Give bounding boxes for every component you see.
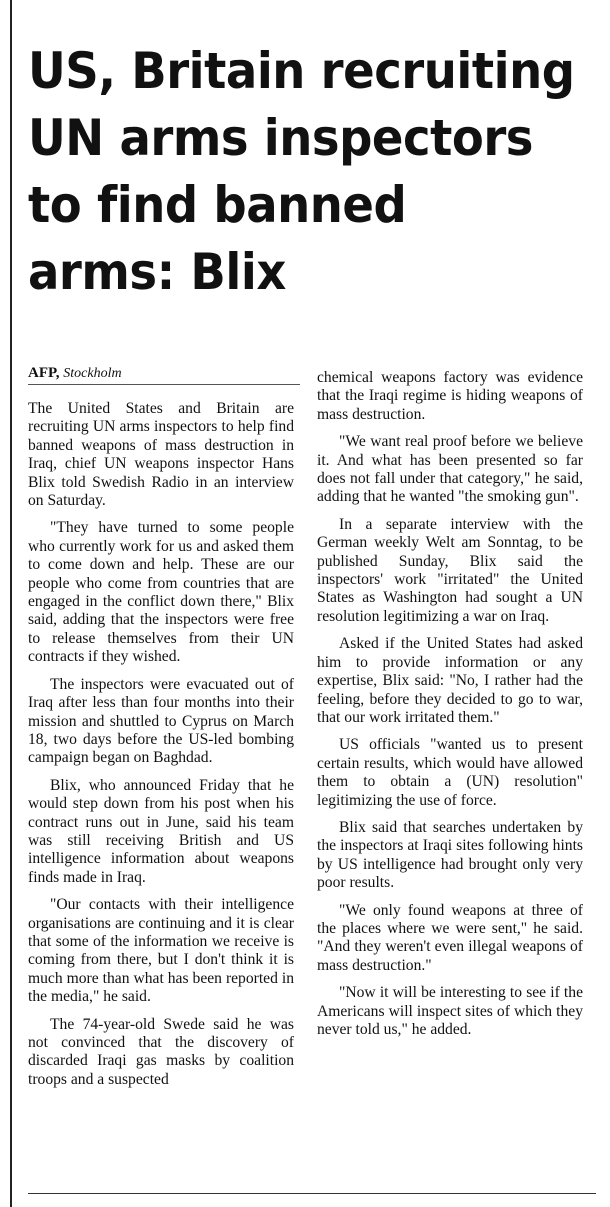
byline-place: Stockholm [63,366,122,381]
article-paragraph: "Now it will be interesting to see if the Americans will inspect sites of which they never told us," he added. [317,984,583,1038]
bottom-rule [28,1193,596,1194]
article-paragraph: The United States and Britain are recruiting UN arms inspectors to help find banned weapons of mass destruction in Iraq, chief UN weapons inspector Hans Blix told Swedish Radio in an interview on Saturday. [28,400,294,510]
headline-line: UN arms inspectors [28,109,534,167]
article-column-right [317,369,583,1048]
byline [28,365,300,385]
column-rule [10,0,12,1207]
article-paragraph: Asked if the United States had asked him to provide information or any expertise, Blix said: "No, I rather had the feeling, before they decided to go to war, that our work irritated them." [317,635,583,726]
article-column-left [28,400,294,1098]
article-paragraph: The inspectors were evacuated out of Iraq after less than four months into their mission and shuttled to Cyprus on March 18, two days before the US-led bombing campaign began on Baghdad. [28,675,294,767]
article-paragraph: "We want real proof before we believe it. And what has been presented so far does not fall under that category," he said, adding that he wanted "the smoking gun". [317,433,583,506]
article-paragraph: "Our contacts with their intelligence organisations are continuing and it is clear that some of the information we receive is coming from there, but I don't think it is much more than what has been reported in the media," he said. [28,896,294,1006]
headline-line: to find banned [28,176,407,234]
article-paragraph: The 74-year-old Swede said he was not convinced that the discovery of discarded Iraqi gas masks by coalition troops and a suspected [28,1015,294,1088]
article-paragraph: In a separate interview with the German weekly Welt am Sonntag, to be published Sunday, Blix said the inspectors' work "irritated" the United States as Washington had sought a UN resolution legitimizing a war on Iraq. [317,515,583,625]
headline [28,38,575,306]
article-paragraph: "They have turned to some people who currently work for us and asked them to come down and help. These are our people who come from countries that are engaged in the conflict down there," Blix said, adding that the inspectors were free to release themselves from their UN contracts if they wished. [28,519,294,666]
article-paragraph: Blix said that searches undertaken by the inspectors at Iraqi sites following hints by US intelligence had brought only very poor results. [317,818,583,892]
article-paragraph: Blix, who announced Friday that he would step down from his post when his contract runs out in June, said his team was still receiving British and US intelligence information about weapons finds made in Iraq. [28,776,294,886]
headline-line: US, Britain recruiting [28,42,575,100]
byline-agency: AFP, [28,365,60,381]
article-paragraph: US officials "wanted us to present certain results, which would have allowed them to obtain a (UN) resolution" legitimizing the use of force. [317,736,583,809]
article-paragraph: "We only found weapons at three of the places where we were sent," he said. "And they weren't even illegal weapons of mass destruction." [317,901,583,974]
article-paragraph: chemical weapons factory was evidence that the Iraqi regime is hiding weapons of mass destruction. [317,369,583,423]
headline-line: arms: Blix [28,243,286,301]
